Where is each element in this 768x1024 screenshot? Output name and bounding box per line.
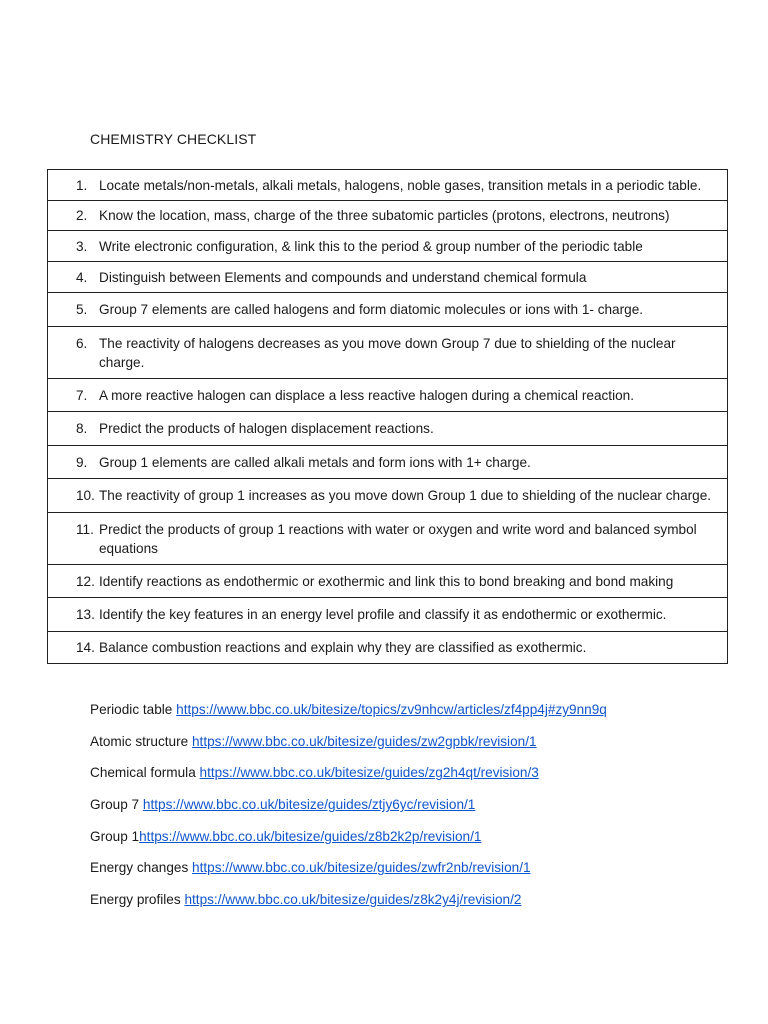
item-number: 1. xyxy=(76,177,88,193)
checklist-cell xyxy=(48,201,728,231)
item-text: Group 7 elements are called halogens and form diatomic molecules or ions with 1- charge. xyxy=(99,302,644,317)
table-row xyxy=(48,231,728,262)
link-url[interactable]: https://www.bbc.co.uk/bitesize/guides/z8b2k2p/revision/1 xyxy=(139,828,482,844)
item-number: 8. xyxy=(76,421,88,436)
link-label: Group 1 xyxy=(90,828,140,844)
table-row xyxy=(48,446,728,479)
checklist-cell xyxy=(48,565,728,598)
link-label: Energy changes xyxy=(90,860,193,876)
link-row-energy-changes xyxy=(90,858,607,890)
link-label: Atomic structure xyxy=(90,733,192,749)
link-label: Energy profiles xyxy=(90,892,185,908)
link-label: Group 7 xyxy=(90,797,143,813)
checklist-cell xyxy=(48,598,728,632)
item-text: Locate metals/non-metals, alkali metals, halogens, noble gases, transition metals in a periodic table. xyxy=(99,177,702,193)
revision-links xyxy=(90,700,607,922)
checklist-cell xyxy=(48,262,728,293)
item-number: 4. xyxy=(76,269,88,285)
item-text: Write electronic configuration, & link this to the period & group number of the periodic table xyxy=(99,238,643,254)
item-number: 5. xyxy=(76,302,88,317)
page-title: CHEMISTRY CHECKLIST xyxy=(90,131,257,147)
link-url[interactable]: https://www.bbc.co.uk/bitesize/guides/z8k2y4j/revision/2 xyxy=(184,892,522,908)
item-text: The reactivity of halogens decreases as you move down Group 7 due to shielding of the nuclear charge. xyxy=(99,335,676,370)
link-row-periodic-table xyxy=(90,700,607,732)
checklist-cell xyxy=(48,170,728,201)
link-label: Chemical formula xyxy=(90,765,200,781)
item-text: Identify the key features in an energy level profile and classify it as endothermic or exothermic. xyxy=(99,607,667,622)
item-number: 14. xyxy=(76,640,95,655)
checklist-cell xyxy=(48,446,728,479)
checklist-cell xyxy=(48,412,728,446)
item-number: 6. xyxy=(76,335,88,351)
table-row xyxy=(48,170,728,201)
checklist-cell xyxy=(48,293,728,327)
link-url[interactable]: https://www.bbc.co.uk/bitesize/guides/zw2gpbk/revision/1 xyxy=(191,733,537,749)
link-url[interactable]: https://www.bbc.co.uk/bitesize/guides/zwfr2nb/revision/1 xyxy=(192,860,531,876)
table-row xyxy=(48,379,728,412)
table-row xyxy=(48,565,728,598)
table-row xyxy=(48,327,728,379)
item-number: 3. xyxy=(76,238,88,254)
table-row xyxy=(48,201,728,231)
link-url[interactable]: https://www.bbc.co.uk/bitesize/guides/ztjy6yc/revision/1 xyxy=(142,797,476,813)
table-row xyxy=(48,479,728,513)
item-text: Balance combustion reactions and explain why they are classified as exothermic. xyxy=(99,640,587,655)
link-url[interactable]: https://www.bbc.co.uk/bitesize/topics/zv9nhcw/articles/zf4pp4j#zy9nn9q xyxy=(176,702,607,717)
table-row xyxy=(48,513,728,565)
link-url[interactable]: https://www.bbc.co.uk/bitesize/guides/zg2h4qt/revision/3 xyxy=(199,765,539,781)
item-text: Predict the products of halogen displacement reactions. xyxy=(99,421,434,436)
link-row-atomic-structure xyxy=(90,732,607,764)
item-text: Distinguish between Elements and compounds and understand chemical formula xyxy=(99,269,587,285)
item-number: 9. xyxy=(76,454,88,470)
item-text: Know the location, mass, charge of the three subatomic particles (protons, electrons, neutrons) xyxy=(99,208,670,223)
link-row-energy-profiles xyxy=(90,890,607,922)
checklist-cell xyxy=(48,379,728,412)
item-text: Identify reactions as endothermic or exothermic and link this to bond breaking and bond making xyxy=(99,573,674,589)
table-row xyxy=(48,262,728,293)
checklist-cell xyxy=(48,513,728,565)
item-text: A more reactive halogen can displace a less reactive halogen during a chemical reaction. xyxy=(99,387,634,403)
link-label: Periodic table xyxy=(90,702,177,717)
item-text: Group 1 elements are called alkali metals and form ions with 1+ charge. xyxy=(99,454,531,470)
item-number: 12. xyxy=(76,573,95,589)
item-number: 10. xyxy=(76,488,95,503)
item-number: 11. xyxy=(76,521,94,537)
item-text: Predict the products of group 1 reactions with water or oxygen and write word and balanced symbol equations xyxy=(99,521,697,556)
item-number: 7. xyxy=(76,387,88,403)
checklist-cell xyxy=(48,231,728,262)
link-row-chemical-formula xyxy=(90,763,607,795)
table-row xyxy=(48,632,728,664)
checklist-cell xyxy=(48,632,728,664)
table-row xyxy=(48,598,728,632)
item-number: 13. xyxy=(76,607,95,622)
table-row xyxy=(48,293,728,327)
checklist-cell xyxy=(48,327,728,379)
table-row xyxy=(48,412,728,446)
item-text: The reactivity of group 1 increases as you move down Group 1 due to shielding of the nuclear charge. xyxy=(99,488,712,503)
link-row-group-7 xyxy=(90,795,607,827)
checklist-table xyxy=(47,169,728,664)
link-row-group-1 xyxy=(90,827,607,859)
checklist-cell xyxy=(48,479,728,513)
item-number: 2. xyxy=(76,208,88,223)
